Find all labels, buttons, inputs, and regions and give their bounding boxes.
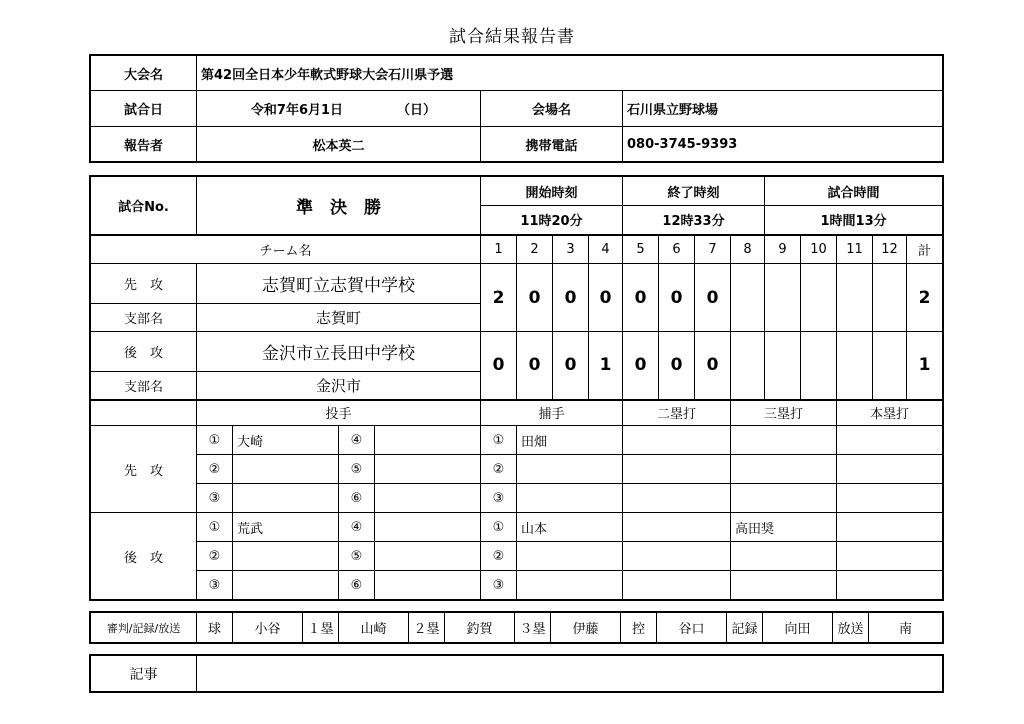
first-base-umpire-name: 山崎 xyxy=(339,613,409,643)
first-score xyxy=(801,264,837,332)
second-score: 0 xyxy=(659,332,695,400)
second-score xyxy=(765,332,801,400)
double-name xyxy=(623,455,731,484)
num-mark: ⑥ xyxy=(339,571,375,600)
second-branch-label: 支部名 xyxy=(91,372,197,400)
num-mark: ③ xyxy=(197,484,233,513)
phone-value: 080-3745-9393 xyxy=(623,127,943,162)
triple-name xyxy=(731,571,837,600)
second-score: 0 xyxy=(481,332,517,400)
notes-field[interactable] xyxy=(197,656,943,692)
second-score xyxy=(837,332,873,400)
num-mark: ① xyxy=(481,426,517,455)
catcher-name xyxy=(517,455,623,484)
first-score xyxy=(765,264,801,332)
triple-name xyxy=(731,426,837,455)
homer-name xyxy=(837,571,943,600)
homer-header: 本塁打 xyxy=(837,400,943,426)
num-mark: ③ xyxy=(197,571,233,600)
duration-label: 試合時間 xyxy=(765,177,943,206)
catcher-name xyxy=(517,571,623,600)
homer-name xyxy=(837,513,943,542)
double-name xyxy=(623,513,731,542)
notes-table xyxy=(90,655,943,692)
pitcher-name xyxy=(233,571,339,600)
triple-name xyxy=(731,542,837,571)
first-score xyxy=(731,264,765,332)
num-mark: ① xyxy=(197,513,233,542)
pitcher-name xyxy=(233,455,339,484)
inning-header: 10 xyxy=(801,235,837,264)
pitcher-name: 大崎 xyxy=(233,426,339,455)
notes-label: 記事 xyxy=(91,656,197,692)
inning-header: 9 xyxy=(765,235,801,264)
pitcher-name: 荒武 xyxy=(233,513,339,542)
total-header: 計 xyxy=(907,235,943,264)
reserve-umpire-label: 控 xyxy=(621,613,657,643)
homer-name xyxy=(837,455,943,484)
broadcaster-name: 南 xyxy=(869,613,943,643)
double-name xyxy=(623,426,731,455)
broadcaster-label: 放送 xyxy=(833,613,869,643)
duration-value: 1時間13分 xyxy=(765,206,943,235)
first-score: 2 xyxy=(481,264,517,332)
plate-umpire-name: 小谷 xyxy=(233,613,303,643)
inning-header: 5 xyxy=(623,235,659,264)
end-time-value: 12時33分 xyxy=(623,206,765,235)
num-mark: ① xyxy=(197,426,233,455)
catcher-name: 山本 xyxy=(517,513,623,542)
players-second-label: 後 攻 xyxy=(91,513,197,600)
num-mark: ④ xyxy=(339,426,375,455)
first-team-label: 先 攻 xyxy=(91,264,197,304)
info-table xyxy=(90,55,943,162)
venue-label: 会場名 xyxy=(481,91,623,127)
catcher-name: 田畑 xyxy=(517,426,623,455)
reporter-label: 報告者 xyxy=(91,127,197,162)
second-score xyxy=(873,332,907,400)
tournament-name: 第42回全日本少年軟式野球大会石川県予選 xyxy=(197,56,943,91)
second-score: 0 xyxy=(517,332,553,400)
players-header-blank xyxy=(91,400,197,426)
first-score: 0 xyxy=(659,264,695,332)
pitcher-name xyxy=(375,426,481,455)
date-value: 令和7年6月1日 xyxy=(250,103,344,118)
tournament-label: 大会名 xyxy=(91,56,197,91)
first-score: 0 xyxy=(695,264,731,332)
catcher-name xyxy=(517,542,623,571)
catcher-name xyxy=(517,484,623,513)
first-total: 2 xyxy=(907,264,943,332)
first-team-name: 志賀町立志賀中学校 xyxy=(197,264,481,304)
pitcher-name xyxy=(233,484,339,513)
inning-header: 4 xyxy=(589,235,623,264)
triple-name: 高田奨 xyxy=(731,513,837,542)
inning-header: 2 xyxy=(517,235,553,264)
double-name xyxy=(623,542,731,571)
start-time-value: 11時20分 xyxy=(481,206,623,235)
pitcher-name xyxy=(375,542,481,571)
num-mark: ② xyxy=(197,542,233,571)
triple-name xyxy=(731,455,837,484)
second-score: 0 xyxy=(695,332,731,400)
page-title: 試合結果報告書 xyxy=(449,27,575,47)
umpires-label: 審判/記録/放送 xyxy=(91,613,197,643)
end-time-label: 終了時刻 xyxy=(623,177,765,206)
recorder-label: 記録 xyxy=(727,613,763,643)
inning-header: 11 xyxy=(837,235,873,264)
second-score: 0 xyxy=(623,332,659,400)
second-base-umpire-name: 釣賀 xyxy=(445,613,515,643)
inning-header: 12 xyxy=(873,235,907,264)
plate-umpire-label: 球 xyxy=(197,613,233,643)
game-round: 準 決 勝 xyxy=(197,177,481,235)
double-header: 二塁打 xyxy=(623,400,731,426)
second-score xyxy=(801,332,837,400)
first-branch-name: 志賀町 xyxy=(197,304,481,332)
recorder-name: 向田 xyxy=(763,613,833,643)
first-score: 0 xyxy=(623,264,659,332)
first-score: 0 xyxy=(589,264,623,332)
double-name xyxy=(623,571,731,600)
pitcher-name xyxy=(375,571,481,600)
third-base-umpire-label: ３塁 xyxy=(515,613,551,643)
num-mark: ⑥ xyxy=(339,484,375,513)
second-score xyxy=(731,332,765,400)
homer-name xyxy=(837,484,943,513)
first-score: 0 xyxy=(517,264,553,332)
inning-header: 8 xyxy=(731,235,765,264)
triple-name xyxy=(731,484,837,513)
catcher-header: 捕手 xyxy=(481,400,623,426)
umpires-table xyxy=(90,612,943,643)
num-mark: ③ xyxy=(481,484,517,513)
pitcher-name xyxy=(233,542,339,571)
game-no-label: 試合No. xyxy=(91,177,197,235)
second-branch-name: 金沢市 xyxy=(197,372,481,400)
venue-value: 石川県立野球場 xyxy=(623,91,943,127)
num-mark: ① xyxy=(481,513,517,542)
second-base-umpire-label: ２塁 xyxy=(409,613,445,643)
second-team-label: 後 攻 xyxy=(91,332,197,372)
num-mark: ② xyxy=(197,455,233,484)
num-mark: ④ xyxy=(339,513,375,542)
inning-header: 6 xyxy=(659,235,695,264)
inning-header: 3 xyxy=(553,235,589,264)
third-base-umpire-name: 伊藤 xyxy=(551,613,621,643)
homer-name xyxy=(837,426,943,455)
second-team-name: 金沢市立長田中学校 xyxy=(197,332,481,372)
score-table xyxy=(90,176,943,600)
inning-header: 1 xyxy=(481,235,517,264)
homer-name xyxy=(837,542,943,571)
date-cell xyxy=(197,91,481,127)
first-score xyxy=(873,264,907,332)
first-branch-label: 支部名 xyxy=(91,304,197,332)
phone-label: 携帯電話 xyxy=(481,127,623,162)
num-mark: ② xyxy=(481,455,517,484)
second-score: 0 xyxy=(553,332,589,400)
weekday-value: （日） xyxy=(397,103,437,118)
start-time-label: 開始時刻 xyxy=(481,177,623,206)
num-mark: ② xyxy=(481,542,517,571)
pitcher-name xyxy=(375,455,481,484)
double-name xyxy=(623,484,731,513)
pitcher-header: 投手 xyxy=(197,400,481,426)
first-base-umpire-label: １塁 xyxy=(303,613,339,643)
inning-header: 7 xyxy=(695,235,731,264)
first-score: 0 xyxy=(553,264,589,332)
date-label: 試合日 xyxy=(91,91,197,127)
pitcher-name xyxy=(375,513,481,542)
num-mark: ③ xyxy=(481,571,517,600)
team-name-header: チーム名 xyxy=(91,235,481,264)
reporter-value: 松本英二 xyxy=(197,127,481,162)
second-score: 1 xyxy=(589,332,623,400)
reserve-umpire-name: 谷口 xyxy=(657,613,727,643)
second-total: 1 xyxy=(907,332,943,400)
pitcher-name xyxy=(375,484,481,513)
num-mark: ⑤ xyxy=(339,455,375,484)
num-mark: ⑤ xyxy=(339,542,375,571)
players-first-label: 先 攻 xyxy=(91,426,197,513)
triple-header: 三塁打 xyxy=(731,400,837,426)
first-score xyxy=(837,264,873,332)
